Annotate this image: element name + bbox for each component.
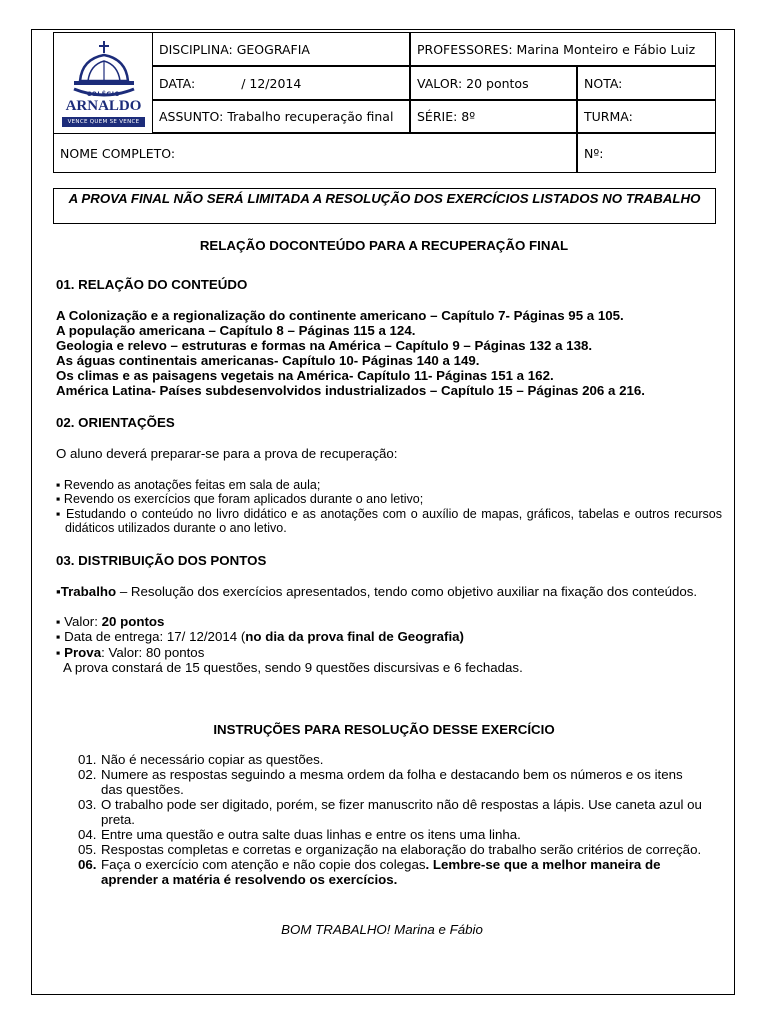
orientation-bullet: ▪ Estudando o conteúdo no livro didático e as anotações com o auxílio de mapas, gráficos, tabelas e outros recursos didáticos utilizados durante o ano letivo. — [56, 507, 722, 535]
numero-field[interactable]: Nº: — [577, 133, 716, 173]
instruction-item: 02. Numere as respostas seguindo a mesma ordem da folha e destacando bem os números e os itens das questões. — [78, 767, 683, 797]
section1-heading: 01. RELAÇÃO DO CONTEÚDO — [56, 277, 248, 292]
content-line: As águas continentais americanas- Capítulo 10- Páginas 140 a 149. — [56, 353, 480, 368]
nota-cell: NOTA: — [577, 66, 716, 100]
bullet-icon: ▪ — [56, 646, 61, 660]
data-value: / 12/2014 — [241, 75, 302, 91]
bullet-icon: ▪ — [56, 507, 62, 521]
prova-item: ▪ Prova: Valor: 80 pontos — [56, 645, 205, 660]
content-line: A população americana – Capítulo 8 – Páginas 115 a 124. — [56, 323, 416, 338]
turma-cell: TURMA: — [577, 100, 716, 133]
closing-signature: BOM TRABALHO! Marina e Fábio — [281, 922, 483, 937]
professores-cell: PROFESSORES: Marina Monteiro e Fábio Luiz — [410, 32, 716, 66]
bullet-icon: ▪ — [56, 492, 61, 506]
instruction-item: 06. Faça o exercício com atenção e não copie dos colegas. Lembre-se que a melhor maneira de aprender a matéria é resolvendo os exercícios. — [78, 857, 661, 887]
notice-box: A PROVA FINAL NÃO SERÁ LIMITADA A RESOLUÇÃO DOS EXERCÍCIOS LISTADOS NO TRABALHO — [53, 188, 716, 224]
instructions-list — [78, 752, 703, 887]
instruction-item: 05. Respostas completas e corretas e organização na elaboração do trabalho serão critérios de correção. — [78, 842, 702, 857]
content-line: Os climas e as paisagens vegetais na América- Capítulo 11- Páginas 151 a 162. — [56, 368, 554, 383]
entrega-item: ▪ Data de entrega: 17/ 12/2014 (no dia da prova final de Geografia) — [56, 629, 464, 644]
bullet-icon: ▪ — [56, 615, 61, 629]
bullet-icon: ▪ — [56, 630, 61, 644]
instruction-item: 01. Não é necessário copiar as questões. — [78, 752, 324, 767]
instruction-item: 03. O trabalho pode ser digitado, porém, se fizer manuscrito não dê respostas a lápis. Use caneta azul ou preta. — [78, 797, 702, 827]
valor-cell: VALOR: 20 pontos — [410, 66, 577, 100]
valor-item: ▪ Valor: 20 pontos — [56, 614, 165, 629]
main-title: RELAÇÃO DOCONTEÚDO PARA A RECUPERAÇÃO FINAL — [199, 238, 569, 253]
content-line: Geologia e relevo – estruturas e formas na América – Capítulo 9 – Páginas 132 a 138. — [56, 338, 593, 353]
section3-heading: 03. DISTRIBUIÇÃO DOS PONTOS — [56, 553, 267, 568]
instructions-heading: INSTRUÇÕES PARA RESOLUÇÃO DESSE EXERCÍCIO — [213, 722, 555, 737]
data-label: DATA: — [159, 75, 196, 91]
data-cell — [152, 66, 410, 100]
bullet-icon: ▪ — [56, 584, 61, 599]
instruction-item: 04. Entre uma questão e outra salte duas linhas e entre os itens uma linha. — [78, 827, 521, 842]
assunto-cell: ASSUNTO: Trabalho recuperação final — [152, 100, 410, 133]
section2-intro: O aluno deverá preparar-se para a prova de recuperação: — [56, 446, 398, 461]
bullet-icon: ▪ — [56, 478, 61, 492]
orientation-bullet: ▪ Revendo os exercícios que foram aplicados durante o ano letivo; — [56, 492, 424, 506]
serie-cell: SÉRIE: 8º — [410, 100, 577, 133]
orientation-bullet: ▪ Revendo as anotações feitas em sala de aula; — [56, 478, 321, 492]
prova-description: A prova constará de 15 questões, sendo 9 questões discursivas e 6 fechadas. — [63, 660, 523, 675]
school-logo — [54, 33, 153, 133]
nome-completo-field[interactable]: NOME COMPLETO: — [53, 133, 577, 173]
logo-school-small: COLÉGIO — [86, 91, 121, 98]
logo-school-name: ARNALDO — [65, 98, 142, 114]
logo-motto: VENCE QUEM SE VENCE — [62, 117, 145, 127]
section2-heading: 02. ORIENTAÇÕES — [56, 415, 175, 430]
header-table — [53, 32, 716, 173]
disciplina-cell: DISCIPLINA: GEOGRAFIA — [152, 32, 410, 66]
content-line: América Latina- Países subdesenvolvidos industrializados – Capítulo 15 – Páginas 206 a 216. — [56, 383, 645, 398]
content-line: A Colonização e a regionalização do continente americano – Capítulo 7- Páginas 95 a 105. — [56, 308, 624, 323]
section1-content-list — [56, 308, 736, 398]
trabalho-item: ▪Trabalho – Resolução dos exercícios apresentados, tendo como objetivo auxiliar na fixação dos conteúdos. — [56, 584, 698, 599]
